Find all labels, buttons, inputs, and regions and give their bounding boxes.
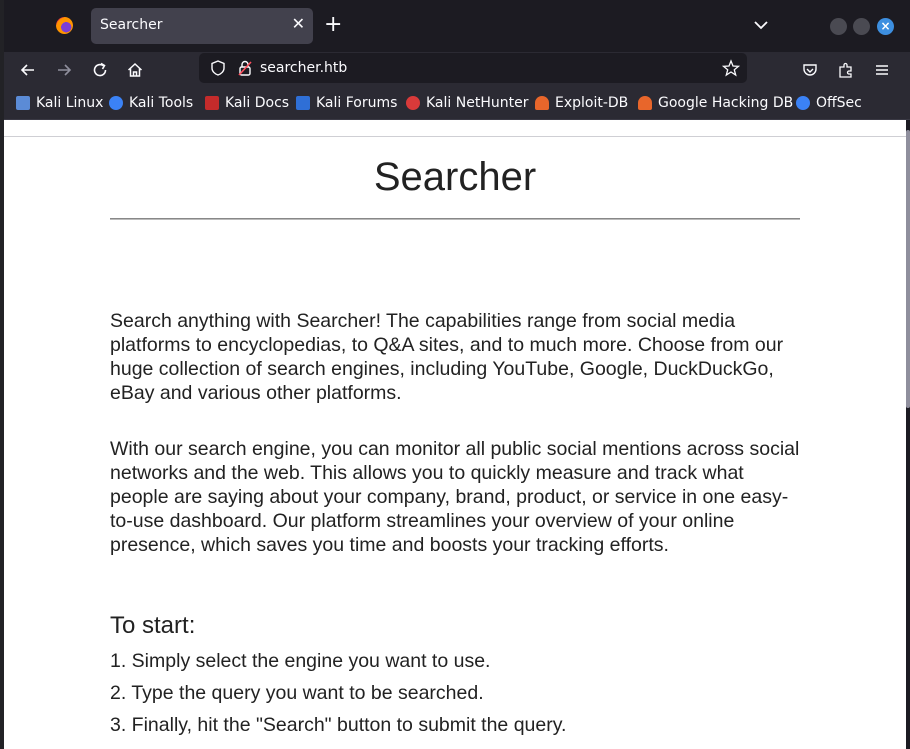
bookmark-label: Google Hacking DB xyxy=(658,95,794,111)
pocket-icon xyxy=(801,61,819,79)
back-arrow-icon xyxy=(19,61,37,79)
intro-paragraph: Search anything with Searcher! The capabilities range from social media platforms to encyclopedias, to Q&A sites, and to much more. Choose from our huge collection of search engines, including YouTube, Google, DuckDuckGo, eBay and various other platforms. xyxy=(110,310,784,404)
back-button[interactable] xyxy=(14,56,42,84)
tab-bar xyxy=(4,0,910,52)
page-viewport xyxy=(4,120,906,749)
tab-close-icon[interactable]: ✕ xyxy=(291,14,305,33)
pocket-button[interactable] xyxy=(796,56,824,84)
page-title: Searcher xyxy=(373,155,537,199)
bookmark-kali-forums[interactable] xyxy=(296,95,397,111)
menu-button[interactable] xyxy=(868,56,896,84)
bookmarks-toolbar xyxy=(4,88,910,120)
hamburger-menu-icon xyxy=(873,61,891,79)
ghdb-icon xyxy=(638,96,652,110)
url-bar[interactable] xyxy=(199,53,747,83)
monitor-paragraph: With our search engine, you can monitor all public social mentions across social networks and the web. This allows you to quickly measure and track what people are saying about your company, brand, product, or service in one easy-to-use dashboard. Our platform streamlines your overview of your online presence, which saves you time and boosts your tracking efforts. xyxy=(110,438,800,556)
maximize-button[interactable] xyxy=(853,18,870,35)
close-window-button[interactable]: × xyxy=(877,18,894,35)
bookmark-label: Kali Linux xyxy=(36,95,104,111)
step-2: 2. Type the query you want to be searched. xyxy=(110,682,484,704)
exploit-db-icon xyxy=(535,96,549,110)
bookmark-google-hacking-db[interactable] xyxy=(638,95,793,111)
bookmark-label: OffSec xyxy=(816,95,862,111)
bookmark-offsec[interactable] xyxy=(796,95,862,111)
bookmark-label: Kali Docs xyxy=(225,95,290,111)
offsec-icon xyxy=(796,96,810,110)
firefox-icon[interactable] xyxy=(56,17,73,34)
bookmark-label: Kali Forums xyxy=(316,95,398,111)
browser-window xyxy=(4,0,910,749)
puzzle-icon xyxy=(837,61,855,79)
forward-arrow-icon xyxy=(55,61,73,79)
top-divider xyxy=(4,136,906,137)
url-text[interactable]: searcher.htb xyxy=(260,60,348,76)
step-1: 1. Simply select the engine you want to use. xyxy=(110,650,491,672)
step-3: 3. Finally, hit the "Search" button to submit the query. xyxy=(110,714,567,736)
bookmark-label: Kali Tools xyxy=(129,95,194,111)
reload-button[interactable] xyxy=(86,56,114,84)
bookmark-label: Kali NetHunter xyxy=(426,95,529,111)
bookmark-label: Exploit-DB xyxy=(555,95,629,111)
kali-forums-icon xyxy=(296,96,310,110)
start-heading: To start: xyxy=(110,612,196,639)
kali-tools-icon xyxy=(109,96,123,110)
tab-searcher[interactable] xyxy=(91,8,313,44)
bookmark-kali-linux[interactable] xyxy=(16,95,103,111)
new-tab-button[interactable]: + xyxy=(324,12,343,37)
title-rule xyxy=(110,218,800,220)
lock-warning-icon[interactable] xyxy=(236,59,254,77)
bookmark-star-icon[interactable] xyxy=(722,59,740,77)
nethunter-icon xyxy=(406,96,420,110)
extensions-button[interactable] xyxy=(832,56,860,84)
bookmark-kali-nethunter[interactable] xyxy=(406,95,528,111)
home-icon xyxy=(126,61,144,79)
navigation-toolbar xyxy=(4,52,910,88)
tab-title: Searcher xyxy=(100,17,163,33)
bookmark-kali-docs[interactable] xyxy=(205,95,289,111)
shield-icon[interactable] xyxy=(209,59,227,77)
bookmark-exploit-db[interactable] xyxy=(535,95,628,111)
list-all-tabs-icon[interactable] xyxy=(754,15,768,34)
home-button[interactable] xyxy=(121,56,149,84)
kali-docs-icon xyxy=(205,96,219,110)
kali-dragon-icon xyxy=(16,96,30,110)
bookmark-kali-tools[interactable] xyxy=(109,95,193,111)
scrollbar-thumb[interactable] xyxy=(906,130,910,408)
reload-icon xyxy=(91,61,109,79)
minimize-button[interactable] xyxy=(830,18,847,35)
forward-button[interactable] xyxy=(50,56,78,84)
